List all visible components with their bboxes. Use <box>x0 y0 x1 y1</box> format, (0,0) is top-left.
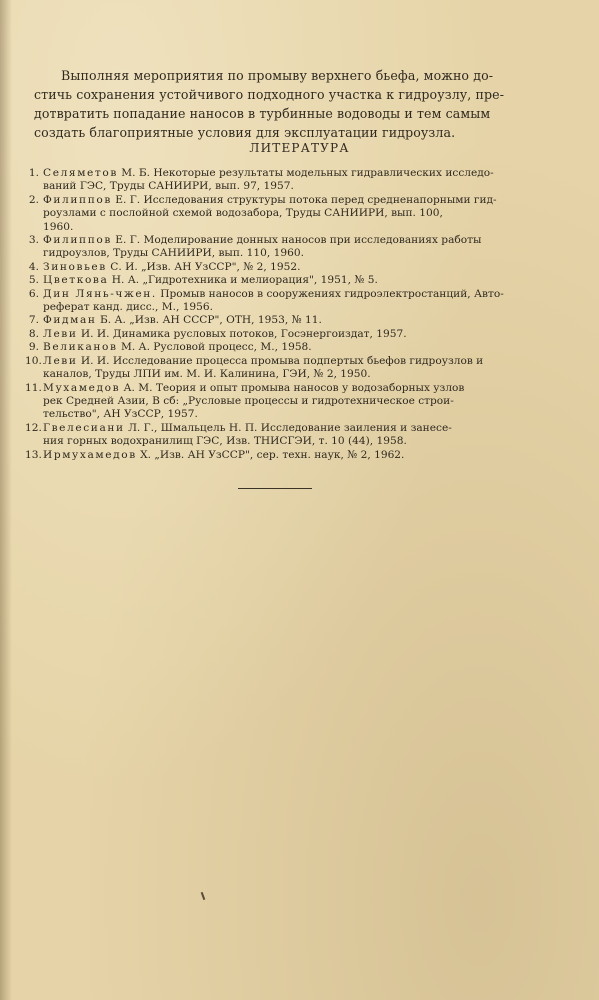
reference-line <box>40 382 530 395</box>
paragraph-line: Выполняя мероприятия по промыву верхнего бьефа, можно до- <box>61 68 494 83</box>
reference-number: 2. <box>28 193 39 206</box>
reference-line <box>40 422 530 435</box>
reference-number: 3. <box>28 234 39 247</box>
paper-mark <box>201 892 206 900</box>
body-paragraph <box>34 66 534 142</box>
reference-item <box>25 355 530 382</box>
reference-number: 6. <box>28 287 39 300</box>
reference-line <box>40 288 530 301</box>
reference-line <box>40 234 530 247</box>
paragraph-line: стичь сохранения устойчивого подходного участка к гидроузлу, пре- <box>34 87 505 102</box>
reference-author: Леви <box>43 354 78 367</box>
reference-item <box>25 194 530 234</box>
reference-text: Л. Г., Шмальцель Н. П. Исследование заиления и занесе- <box>128 421 452 434</box>
reference-line <box>40 180 530 193</box>
reference-item <box>25 234 530 261</box>
reference-line <box>40 355 530 368</box>
reference-item <box>25 328 530 341</box>
reference-line <box>40 274 530 287</box>
reference-number: 8. <box>28 327 39 340</box>
reference-number: 11. <box>25 381 42 394</box>
reference-line <box>40 341 530 354</box>
reference-author: Филиппов <box>43 193 112 206</box>
reference-author: Гвелесиани <box>43 421 125 434</box>
reference-number: 9. <box>28 341 39 354</box>
reference-item <box>25 382 530 422</box>
reference-line <box>40 207 530 220</box>
reference-text: каналов, Труды ЛПИ им. М. И. Калинина, ГЭИ, № 2, 1950. <box>43 368 371 381</box>
reference-line <box>40 167 530 180</box>
reference-number: 10. <box>25 354 42 367</box>
reference-line <box>40 328 530 341</box>
reference-text: Б. А. „Изв. АН СССР", ОТН, 1953, № 11. <box>99 314 322 327</box>
reference-text: рек Средней Азии, В сб: „Русловые процессы и гидротехническое строи- <box>43 394 454 407</box>
reference-list <box>25 167 530 462</box>
reference-line <box>40 314 530 327</box>
reference-line <box>40 395 530 408</box>
reference-author: Дин Лянь-чжен. <box>43 287 157 300</box>
reference-author: Мухамедов <box>43 381 121 394</box>
reference-item <box>25 167 530 194</box>
reference-author: Зиновьев <box>43 260 107 273</box>
reference-number: 4. <box>28 260 39 273</box>
reference-item <box>25 341 530 354</box>
reference-text: И. И. Динамика русловых потоков, Госэнергоиздат, 1957. <box>80 327 407 340</box>
reference-author: Селяметов <box>43 167 118 179</box>
reference-text: Е. Г. Исследования структуры потока перед средненапорными гид- <box>115 193 497 206</box>
reference-text: 1960. <box>43 220 74 233</box>
reference-text: М. Б. Некоторые результаты модельных гидравлических исследо- <box>121 167 494 179</box>
reference-text: тельство", АН УзССР, 1957. <box>43 408 198 421</box>
reference-author: Цветкова <box>43 274 109 287</box>
reference-author: Филиппов <box>43 234 112 247</box>
reference-item <box>25 314 530 327</box>
reference-line <box>40 301 530 314</box>
reference-number: 1. <box>28 167 39 179</box>
reference-text: роузлами с послойной схемой водозабора, Труды САНИИРИ, вып. 100, <box>43 207 443 220</box>
reference-author: Ирмухамедов <box>43 448 137 461</box>
reference-line <box>40 449 530 462</box>
reference-item <box>25 261 530 274</box>
reference-text: гидроузлов, Труды САНИИРИ, вып. 110, 1960. <box>43 247 304 260</box>
reference-line <box>40 221 530 234</box>
reference-text: ния горных водохранилищ ГЭС, Изв. ТНИСГЭИ, т. 10 (44), 1958. <box>43 435 407 448</box>
reference-text: А. М. Теория и опыт промыва наносов у водозаборных узлов <box>123 381 465 394</box>
reference-text: ваний ГЭС, Труды САНИИРИ, вып. 97, 1957. <box>43 180 294 193</box>
reference-text: Е. Г. Моделирование донных наносов при исследованиях работы <box>115 234 482 247</box>
reference-text: реферат канд. дисс., М., 1956. <box>43 301 214 314</box>
reference-item <box>25 288 530 315</box>
reference-line <box>40 435 530 448</box>
reference-text: Промыв наносов в сооружениях гидроэлектростанций, Авто- <box>160 287 504 300</box>
reference-item <box>25 274 530 287</box>
reference-text: С. И. „Изв. АН УзССР", № 2, 1952. <box>110 260 301 273</box>
paragraph-line: создать благоприятные условия для эксплуатации гидроузла. <box>34 125 456 140</box>
reference-item <box>25 449 530 462</box>
reference-number: 13. <box>25 448 42 461</box>
literature-heading: ЛИТЕРАТУРА <box>249 141 350 155</box>
reference-number: 7. <box>28 314 39 327</box>
reference-text: М. А. Русловой процесс, М., 1958. <box>120 341 312 354</box>
reference-text: Х. „Изв. АН УзССР", сер. техн. наук, № 2, 1962. <box>140 448 405 461</box>
reference-author: Леви <box>43 327 78 340</box>
reference-line <box>40 194 530 207</box>
reference-line <box>40 408 530 421</box>
reference-author: Великанов <box>43 341 118 354</box>
section-divider <box>238 488 312 489</box>
reference-line <box>40 247 530 260</box>
reference-text: И. И. Исследование процесса промыва подпертых бьефов гидроузлов и <box>80 354 484 367</box>
reference-number: 12. <box>25 421 42 434</box>
reference-line <box>40 261 530 274</box>
reference-text: Н. А. „Гидротехника и мелиорация", 1951, № 5. <box>111 274 378 287</box>
paragraph-line: дотвратить попадание наносов в турбинные водоводы и тем самым <box>34 106 491 121</box>
reference-number: 5. <box>28 274 39 287</box>
reference-author: Фидман <box>43 314 97 327</box>
reference-line <box>40 368 530 381</box>
reference-item <box>25 422 530 449</box>
